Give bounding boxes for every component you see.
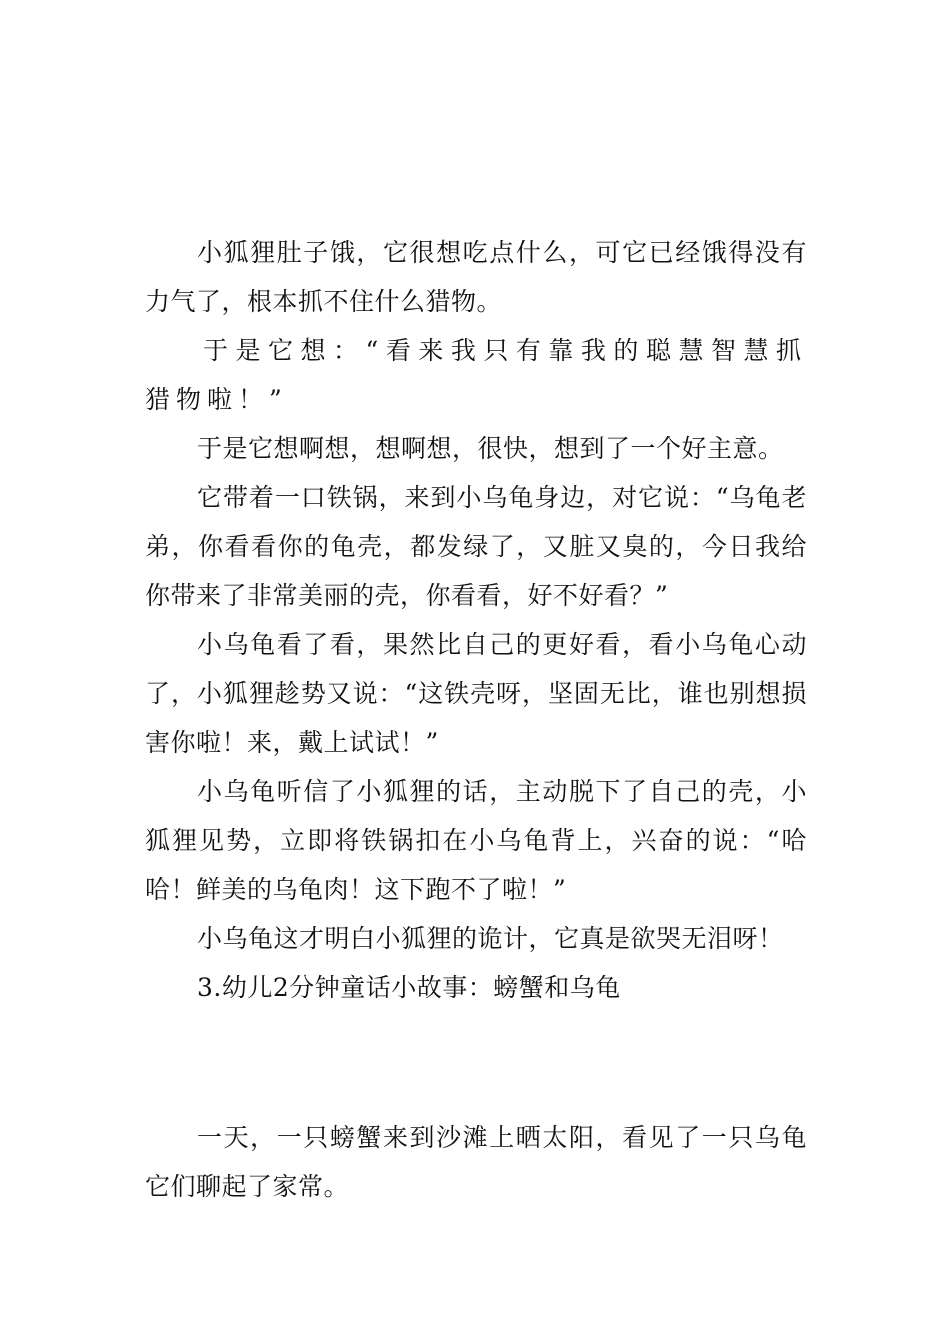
section-heading: 3.幼儿2分钟童话小故事：螃蟹和乌龟 (197, 973, 621, 1002)
paragraph-turtle-regret: 小乌龟这才明白小狐狸的诡计，它真是欲哭无泪呀！ (197, 924, 784, 953)
section-gap (145, 1012, 807, 1110)
paragraph-iron-pot: 它带着一口铁锅，来到小乌龟身边，对它说：“乌龟老弟，你看看你的龟壳，都发绿了，又脏又臭的，今日我给你带来了非常美丽的壳，你看看，好不好看？” (145, 483, 807, 610)
paragraph-crab-turtle: 一天，一只螃蟹来到沙滩上晒太阳，看见了一只乌龟它们聊起了家常。 (145, 1123, 807, 1201)
paragraph-hungry-fox: 小狐狸肚子饿，它很想吃点什么，可它已经饿得没有力气了，根本抓不住什么猎物。 (145, 238, 807, 316)
document-body (145, 228, 807, 1211)
paragraph-turtle-tempted: 小乌龟看了看，果然比自己的更好看，看小乌龟心动了，小狐狸趁势又说：“这铁壳呀，坚固无比，谁也别想损害你啦！来，戴上试试！” (145, 630, 807, 757)
paragraph-good-idea: 于是它想啊想，想啊想，很快，想到了一个好主意。 (197, 434, 784, 463)
paragraph-fox-thinks: 于是它想：“看来我只有靠我的聪慧智慧抓猎物啦！” (145, 336, 807, 414)
paragraph-turtle-tricked: 小乌龟听信了小狐狸的话，主动脱下了自己的壳，小狐狸见势，立即将铁锅扣在小乌龟背上，兴奋的说：“哈哈！鲜美的乌龟肉！这下跑不了啦！” (145, 777, 807, 904)
